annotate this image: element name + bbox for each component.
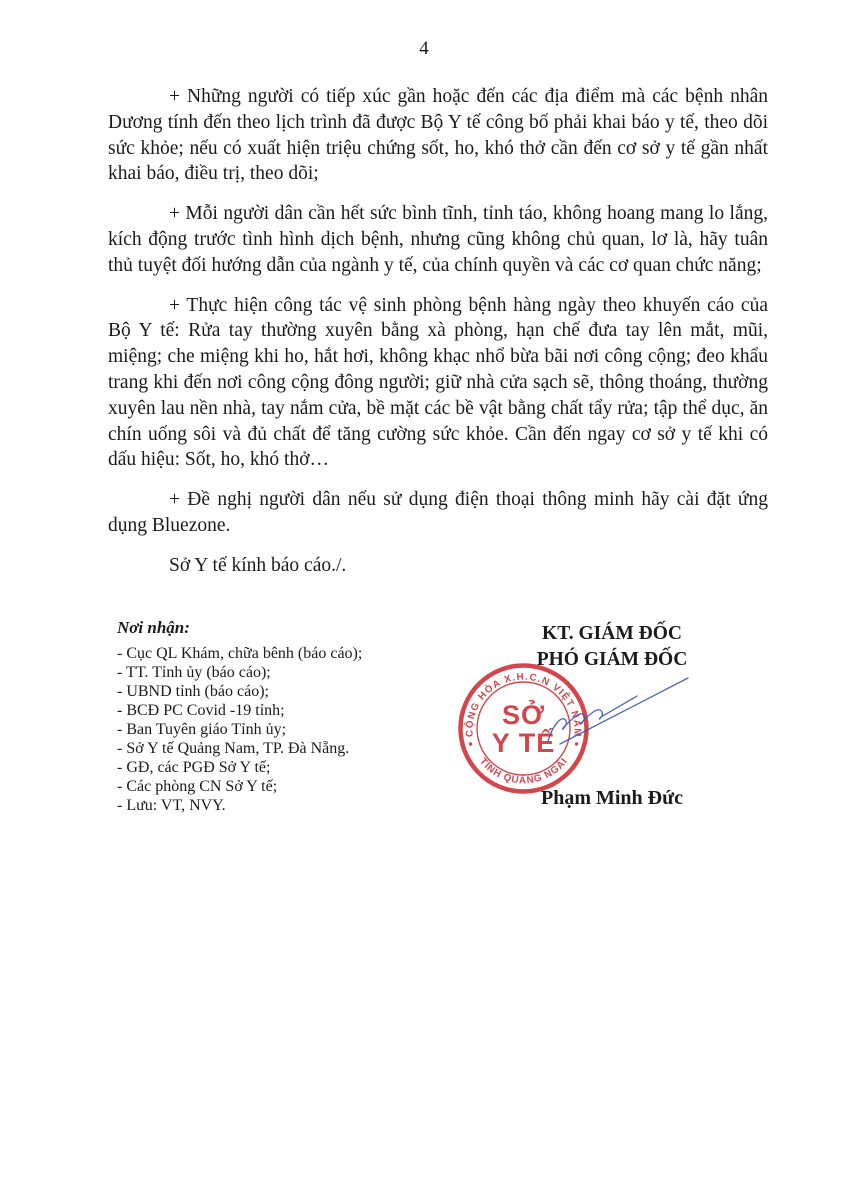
stamp-ring-text-top: CỘNG HÒA X.H.C.N VIỆT NAM [464, 671, 583, 738]
page-number: 4 [419, 38, 429, 59]
signer-name: Phạm Minh Đức [540, 787, 683, 809]
recipient-item: - Lưu: VT, NVY. [117, 797, 226, 814]
recipient-item: - GĐ, các PGĐ Sở Y tế; [117, 759, 271, 776]
handwritten-signature [440, 650, 720, 800]
stamp-ring-text-bottom: TỈNH QUẢNG NGÃI [476, 756, 571, 787]
recipient-item: - TT. Tỉnh ủy (báo cáo); [117, 664, 271, 681]
paragraph: + Thực hiện công tác vệ sinh phòng bệnh hàng ngày theo khuyến cáo của Bộ Y tế: Rửa tay thường xuyên bằng xà phòng, hạn chế đưa tay lên mắt, mũi, miệng; che miệng khi ho, hắt hơi, không khạc nhổ bừa bãi nơi công cộng; đeo khẩu trang khi đến nơi công cộng đông người; giữ nhà cửa sạch sẽ, thông thoáng, thường xuyên lau nền nhà, tay nắm cửa, bề mặt các bề vật bằng chất tẩy rửa; tập thể dục, ăn chín uống sôi và đủ chất để tăng cường sức khỏe. Cần đến ngay cơ sở y tế khi có dấu hiệu: Sốt, ho, khó thở… [108, 294, 768, 471]
document-body [108, 84, 768, 593]
recipient-item: - Sở Y tế Quảng Nam, TP. Đà Nẵng. [117, 740, 350, 757]
stamp-center-text-line2: Y TẾ [491, 728, 556, 758]
recipient-item: - Các phòng CN Sở Y tế; [117, 778, 278, 795]
signature-title-line1: KT. GIÁM ĐỐC [542, 623, 682, 644]
closing-line: Sở Y tế kính báo cáo./. [169, 554, 347, 576]
recipient-item: - UBND tỉnh (báo cáo); [117, 683, 269, 700]
recipient-item: - Ban Tuyên giáo Tỉnh ủy; [117, 721, 287, 738]
recipient-item: - Cục QL Khám, chữa bênh (báo cáo); [117, 645, 363, 662]
recipient-item: - BCĐ PC Covid -19 tỉnh; [117, 702, 285, 719]
recipients-block [117, 618, 447, 815]
stamp-center-text-line1: SỞ [501, 700, 546, 730]
paragraph: + Những người có tiếp xúc gần hoặc đến các địa điểm mà các bệnh nhân Dương tính đến theo lịch trình đã được Bộ Y tế công bố phải khai báo y tế, theo dõi sức khỏe; nếu có xuất hiện triệu chứng sốt, ho, khó thở cần đến cơ sở y tế gần nhất khai báo, điều trị, theo dõi; [108, 86, 768, 185]
paragraph: + Mỗi người dân cần hết sức bình tĩnh, tỉnh táo, không hoang mang lo lắng, kích động trước tình hình dịch bệnh, nhưng cũng không chủ quan, lơ là, hãy tuân thủ tuyệt đối hướng dẫn của ngành y tế, của chính quyền và các cơ quan chức năng; [108, 203, 768, 276]
signature-title-line2: PHÓ GIÁM ĐỐC [536, 648, 688, 670]
recipients-heading: Nơi nhận: [117, 618, 190, 637]
paragraph: + Đề nghị người dân nếu sử dụng điện thoại thông minh hãy cài đặt ứng dụng Bluezone. [108, 489, 768, 536]
signature-long-stroke [560, 678, 688, 744]
signature-loops-stroke [548, 696, 637, 741]
